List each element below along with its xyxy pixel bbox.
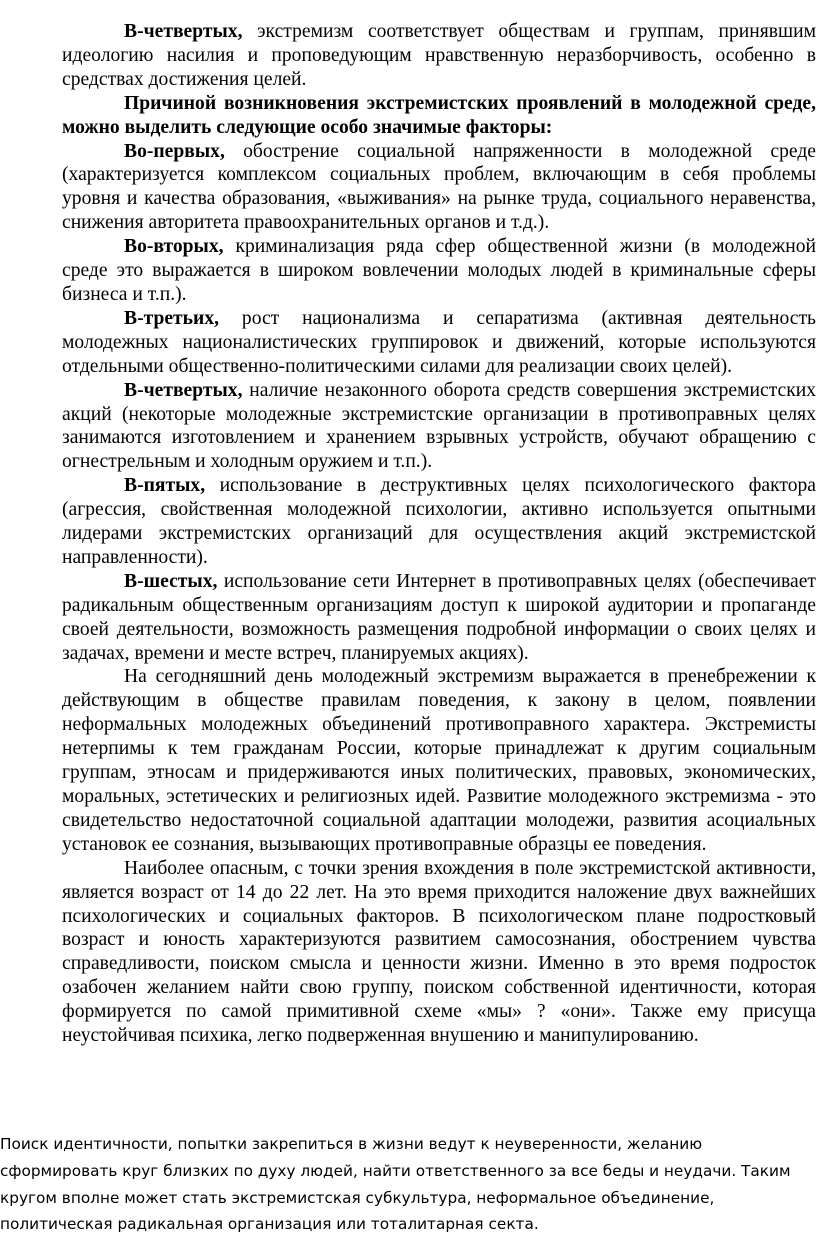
paragraph-lead: В-шестых, [124,570,218,592]
paragraph-factor-4 [62,379,816,475]
paragraph-lead: В-пятых, [124,475,206,497]
paragraph-factor-2 [62,235,816,307]
text-line: сформировать круг близких по духу людей, найти ответственного за все беды и неудачи. Таким [0,1161,791,1180]
continuation-text [0,1131,812,1238]
text-line: кругом вполне может стать экстремистская субкультура, неформальное объединение, [0,1188,715,1207]
paragraph-text: криминализация ряда сфер общественной жизни (в молодежной среде это выражается в широком вовлечении молодых людей в криминальные сферы бизнеса и т.п.). [62,236,816,305]
paragraph-factor-6 [62,570,816,666]
paragraph-lead: В-третьих, [124,307,220,329]
main-text [62,20,816,1048]
paragraph-extremism-ideology [62,20,816,92]
paragraph-lead: Во-первых, [124,140,225,162]
paragraph-text: обострение социальной напряженности в молодежной среде (характеризуется комплексом социальных проблем, включающим в себя проблемы уровня и качества образования, «выживания» на рынке труда, социального неравенства, снижения авторитета правоохранительных органов и т.д.). [62,140,816,234]
paragraph-text: использование сети Интернет в противоправных целях (обеспечивает радикальным общественным организациям доступ к широкой аудитории и пропаганде своей деятельности, возможность размещения подробной информации о своих целях и задачах, времени и месте встреч, планируемых акциях). [62,570,816,664]
factors-heading: Причиной возникновения экстремистских проявлений в молодежной среде, можно выделить следующие особо значимые факторы: [62,92,816,138]
paragraph-text: наличие незаконного оборота средств совершения экстремистских акций (некоторые молодежные экстремистские организации в противоправных целях занимаются изготовлением и хранением взрывных устройств, обучают обращению с огнестрельным и холодным оружием и т.п.). [62,379,816,473]
paragraph-text: рост национализма и сепаратизма (активная деятельность молодежных националистических группировок и движений, которые используются отдельными общественно-политическими силами для реализации своих целей). [62,307,816,377]
paragraph-dangerous-age: Наиболее опасным, с точки зрения вхождения в поле экстремистской активности, является возраст от 14 до 22 лет. На это время приходится наложение двух важнейших психологических и социальных факторов. В психологическом плане подростковый возраст и юность характеризуются развитием самосознания, обострением чувства справедливости, поиском смысла и ценности жизни. Именно в это время подросток озабочен желанием найти свою группу, поиском собственной идентичности, которая формируется по самой примитивной схеме «мы» ? «они». Также ему присуща неустойчивая психика, легко подверженная внушению и манипулированию. [62,857,816,1047]
text-line: Поиск идентичности, попытки закрепиться в жизни ведут к неуверенности, желанию [0,1135,703,1153]
paragraph-lead: В-четвертых, [124,379,243,401]
paragraph-lead: Во-вторых, [124,236,224,258]
paragraph-factor-1 [62,140,816,236]
text-line: политическая радикальная организация или тоталитарная секта. [0,1215,539,1234]
paragraph-text: экстремизм соответствует обществам и группам, принявшим идеологию насилия и проповедующим нравственную неразборчивость, особенно в средствах достижения целей. [62,21,816,90]
paragraph-lead: В-четвертых, [124,21,243,42]
paragraph-current-state: На сегодняшний день молодежный экстремизм выражается в пренебрежении к действующим в обществе правилам поведения, к закону в целом, появлении неформальных молодежных объединений противоправного характера. Экстремисты нетерпимы к тем гражданам России, которые принадлежат к другим социальным группам, этносам и придерживаются иных политических, правовых, экономических, моральных, эстетических и религиозных идей. Развитие молодежного экстремизма - это свидетельство недостаточной социальной адаптации молодежи, развития асоциальных установок ее сознания, вызывающих противоправные образцы ее поведения. [62,666,816,855]
paragraph-text: использование в деструктивных целях психологического фактора (агрессия, свойственная молодежной психологии, активно используется опытными лидерами экстремистских организаций для осуществления акций экстремистской направленности). [62,475,816,568]
paragraph-factor-5 [62,474,816,570]
paragraph-factor-3 [62,307,816,379]
